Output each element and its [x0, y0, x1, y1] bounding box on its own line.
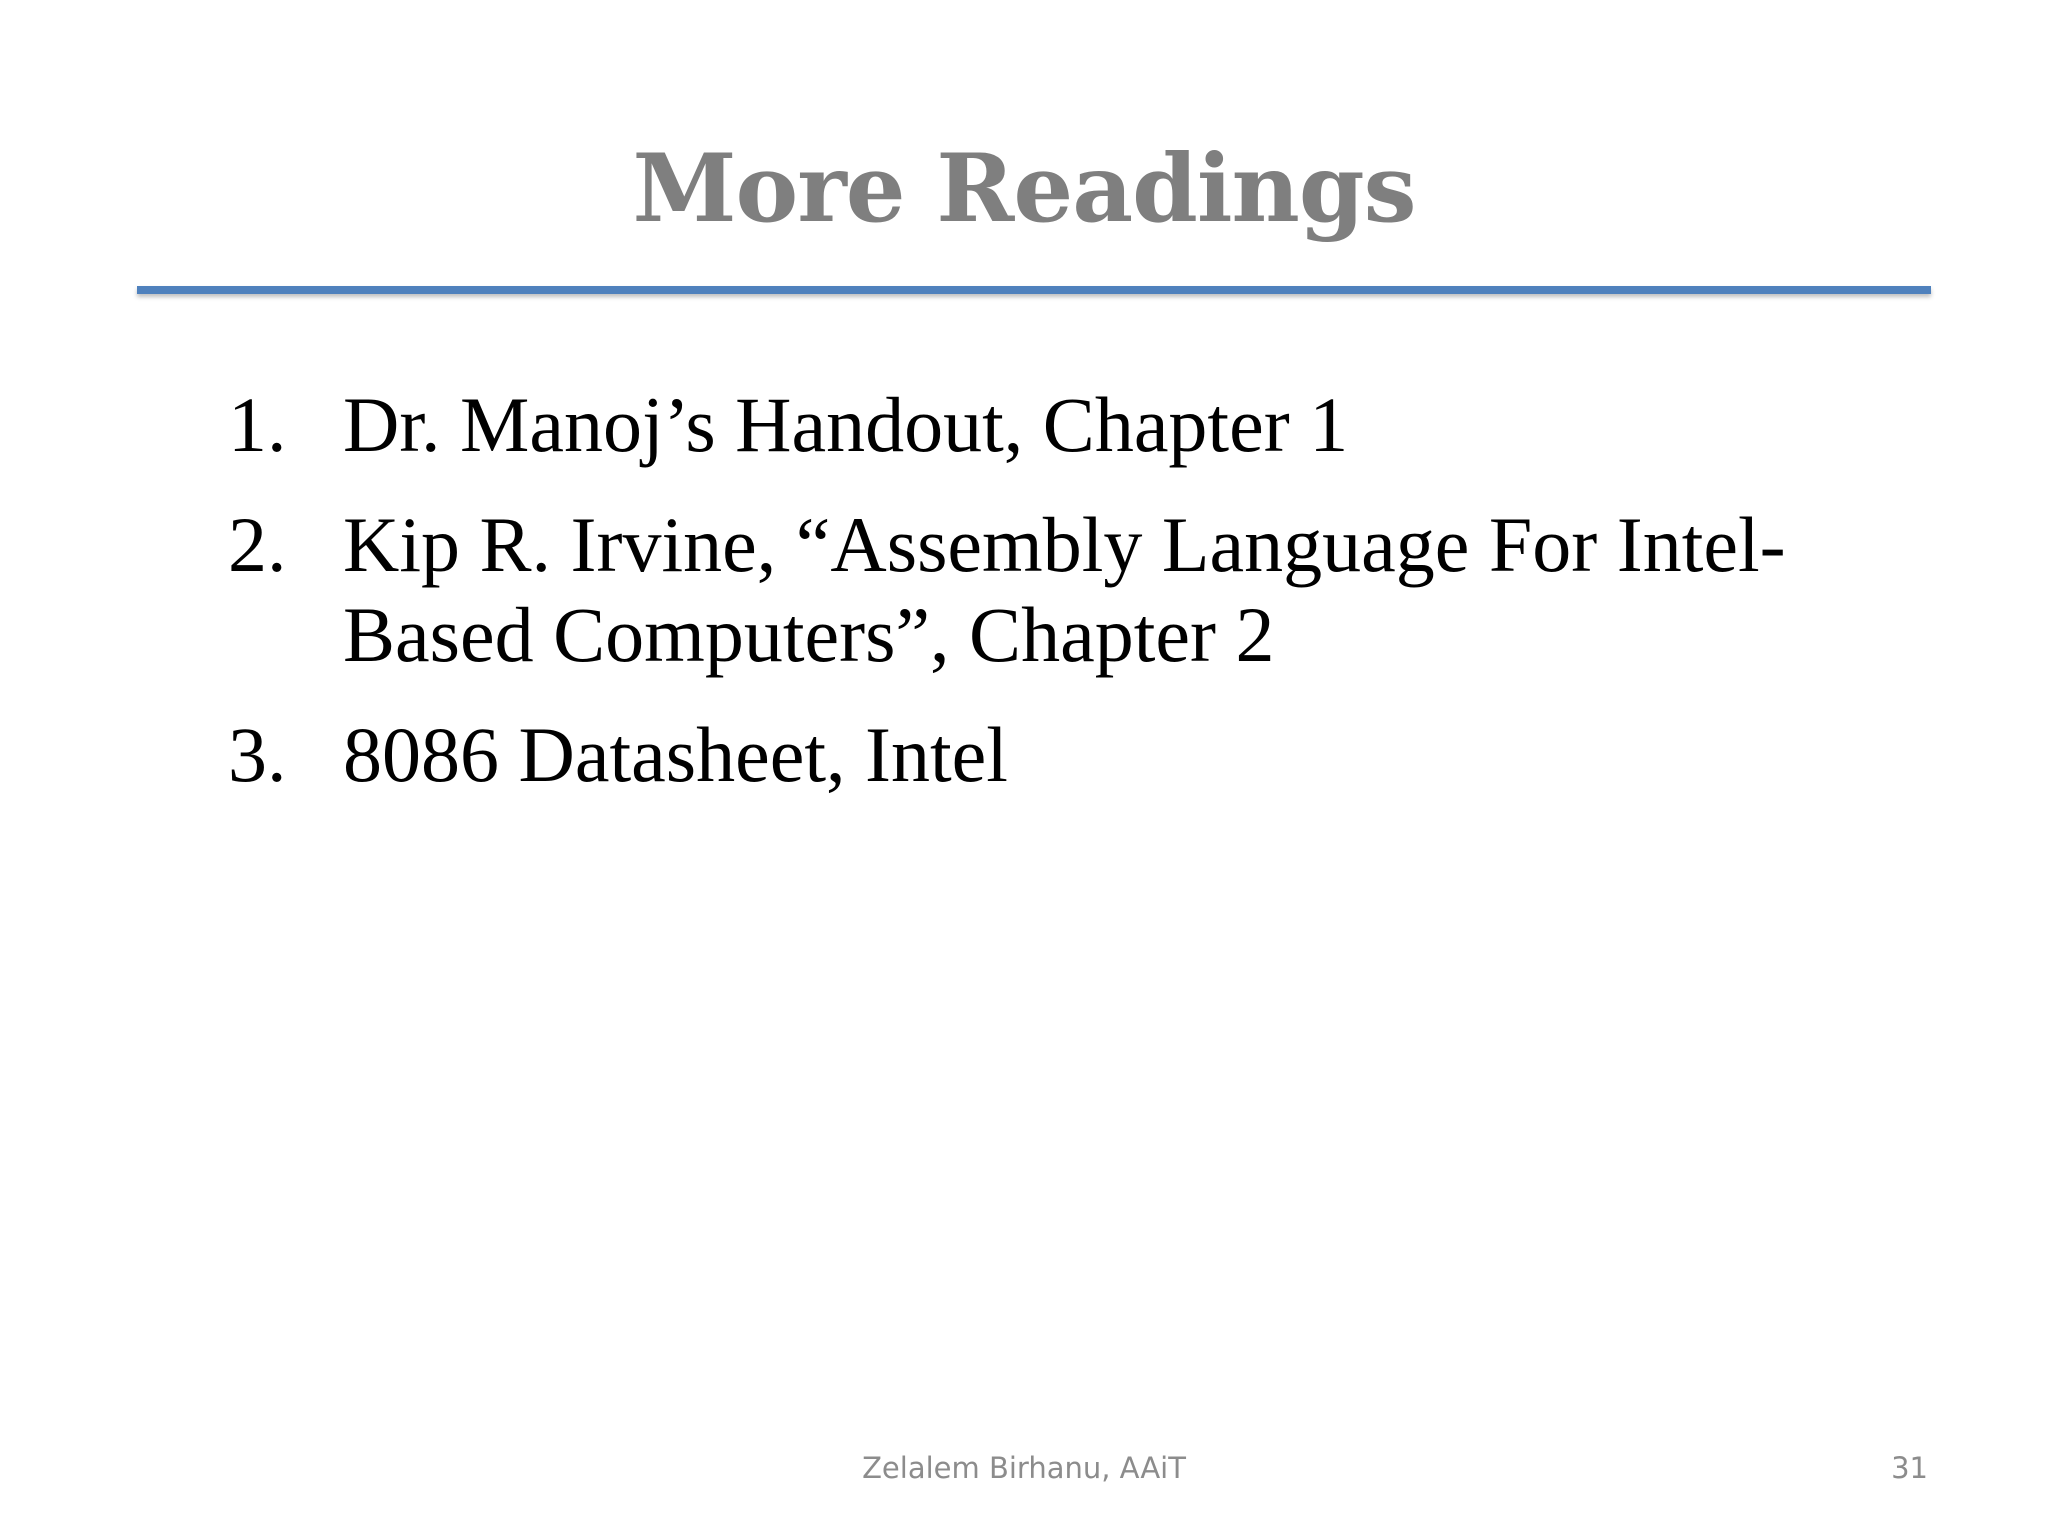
list-item [228, 380, 1948, 470]
footer-author: Zelalem Birhanu, AAiT [862, 1451, 1186, 1485]
slide-title: More Readings [632, 134, 1416, 244]
list-item-text: Dr. Manoj’s Handout, Chapter 1 [343, 381, 1349, 468]
list-item-text: 8086 Datasheet, Intel [343, 711, 1008, 798]
list-item-text: Kip R. Irvine, “Assembly Language For Intel-Based Computers”, Chapter 2 [343, 501, 1786, 678]
list-item [228, 500, 1948, 680]
list-item-number: 2. [228, 501, 287, 588]
title-divider [137, 286, 1931, 294]
list-item-number: 3. [228, 711, 287, 798]
list-item [228, 710, 1948, 800]
page-number: 31 [1891, 1451, 1928, 1485]
readings-list [228, 380, 1948, 830]
list-item-number: 1. [228, 381, 287, 468]
